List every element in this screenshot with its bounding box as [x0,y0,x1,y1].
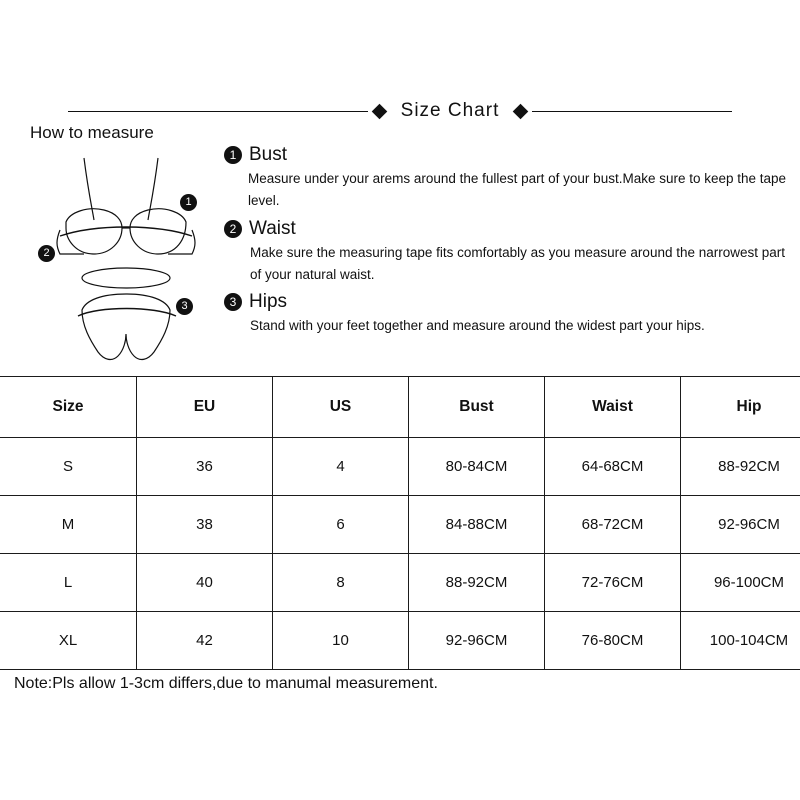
cell-us: 8 [273,554,409,612]
how-to-measure-label: How to measure [30,123,154,142]
cell-eu: 40 [137,554,273,612]
step-number-icon: 3 [224,293,242,311]
cell-us: 4 [273,438,409,496]
cell-size: L [0,554,137,612]
instruction-title: Bust [249,144,288,165]
size-table [0,376,800,670]
column-header-eu: EU [137,377,273,438]
instruction-title: Hips [249,291,288,313]
cell-us: 10 [273,612,409,670]
cell-bust: 92-96CM [409,612,545,670]
table-row [0,612,800,670]
step-number-icon: 2 [224,220,242,238]
instruction-heading [224,291,790,313]
instruction-bust [224,144,790,213]
body-diagram-icon [26,150,226,365]
instruction-body: Make sure the measuring tape fits comfortably as you measure around the narrowest part of your natural waist. [250,244,786,282]
cell-hip: 92-96CM [681,496,800,554]
cell-waist: 64-68CM [545,438,681,496]
cell-hip: 88-92CM [681,438,800,496]
cell-size: S [0,438,137,496]
cell-waist: 68-72CM [545,496,681,554]
instructions-list [224,144,790,342]
instruction-body: Stand with your feet together and measure around the widest part your hips. [250,318,705,334]
cell-hip: 96-100CM [681,554,800,612]
table-row [0,438,800,496]
cell-eu: 36 [137,438,273,496]
column-header-us: US [273,377,409,438]
table-header-row [0,377,800,438]
column-header-bust: Bust [409,377,545,438]
cell-size: XL [0,612,137,670]
marker-3: 3 [176,298,193,315]
cell-us: 6 [273,496,409,554]
instruction-heading [224,144,790,166]
table-row [0,554,800,612]
cell-hip: 100-104CM [681,612,800,670]
instruction-waist [224,218,790,287]
measurement-figure [26,150,226,365]
cell-eu: 38 [137,496,273,554]
cell-eu: 42 [137,612,273,670]
marker-2: 2 [38,245,55,262]
instruction-hips [224,291,790,337]
title-rule-right [532,111,732,112]
size-table-wrapper [0,376,800,670]
column-header-hip: Hip [681,377,800,438]
measurement-note: Note:Pls allow 1-3cm differs,due to manumal measurement. [14,675,438,692]
instruction-heading [224,218,790,240]
column-header-waist: Waist [545,377,681,438]
marker-1: 1 [180,194,197,211]
cell-size: M [0,496,137,554]
instruction-body: Measure under your arems around the fullest part of your bust.Make sure to keep the tape level. [248,171,787,209]
title-rule-left [68,111,368,112]
cell-waist: 76-80CM [545,612,681,670]
cell-bust: 88-92CM [409,554,545,612]
cell-waist: 72-76CM [545,554,681,612]
chart-title-row [0,98,800,124]
cell-bust: 84-88CM [409,496,545,554]
diamond-icon [371,103,387,119]
column-header-size: Size [0,377,137,438]
table-row [0,496,800,554]
cell-bust: 80-84CM [409,438,545,496]
page-title: Size Chart [400,100,500,121]
step-number-icon: 1 [224,146,242,164]
diamond-icon [513,103,529,119]
instruction-title: Waist [249,217,296,239]
